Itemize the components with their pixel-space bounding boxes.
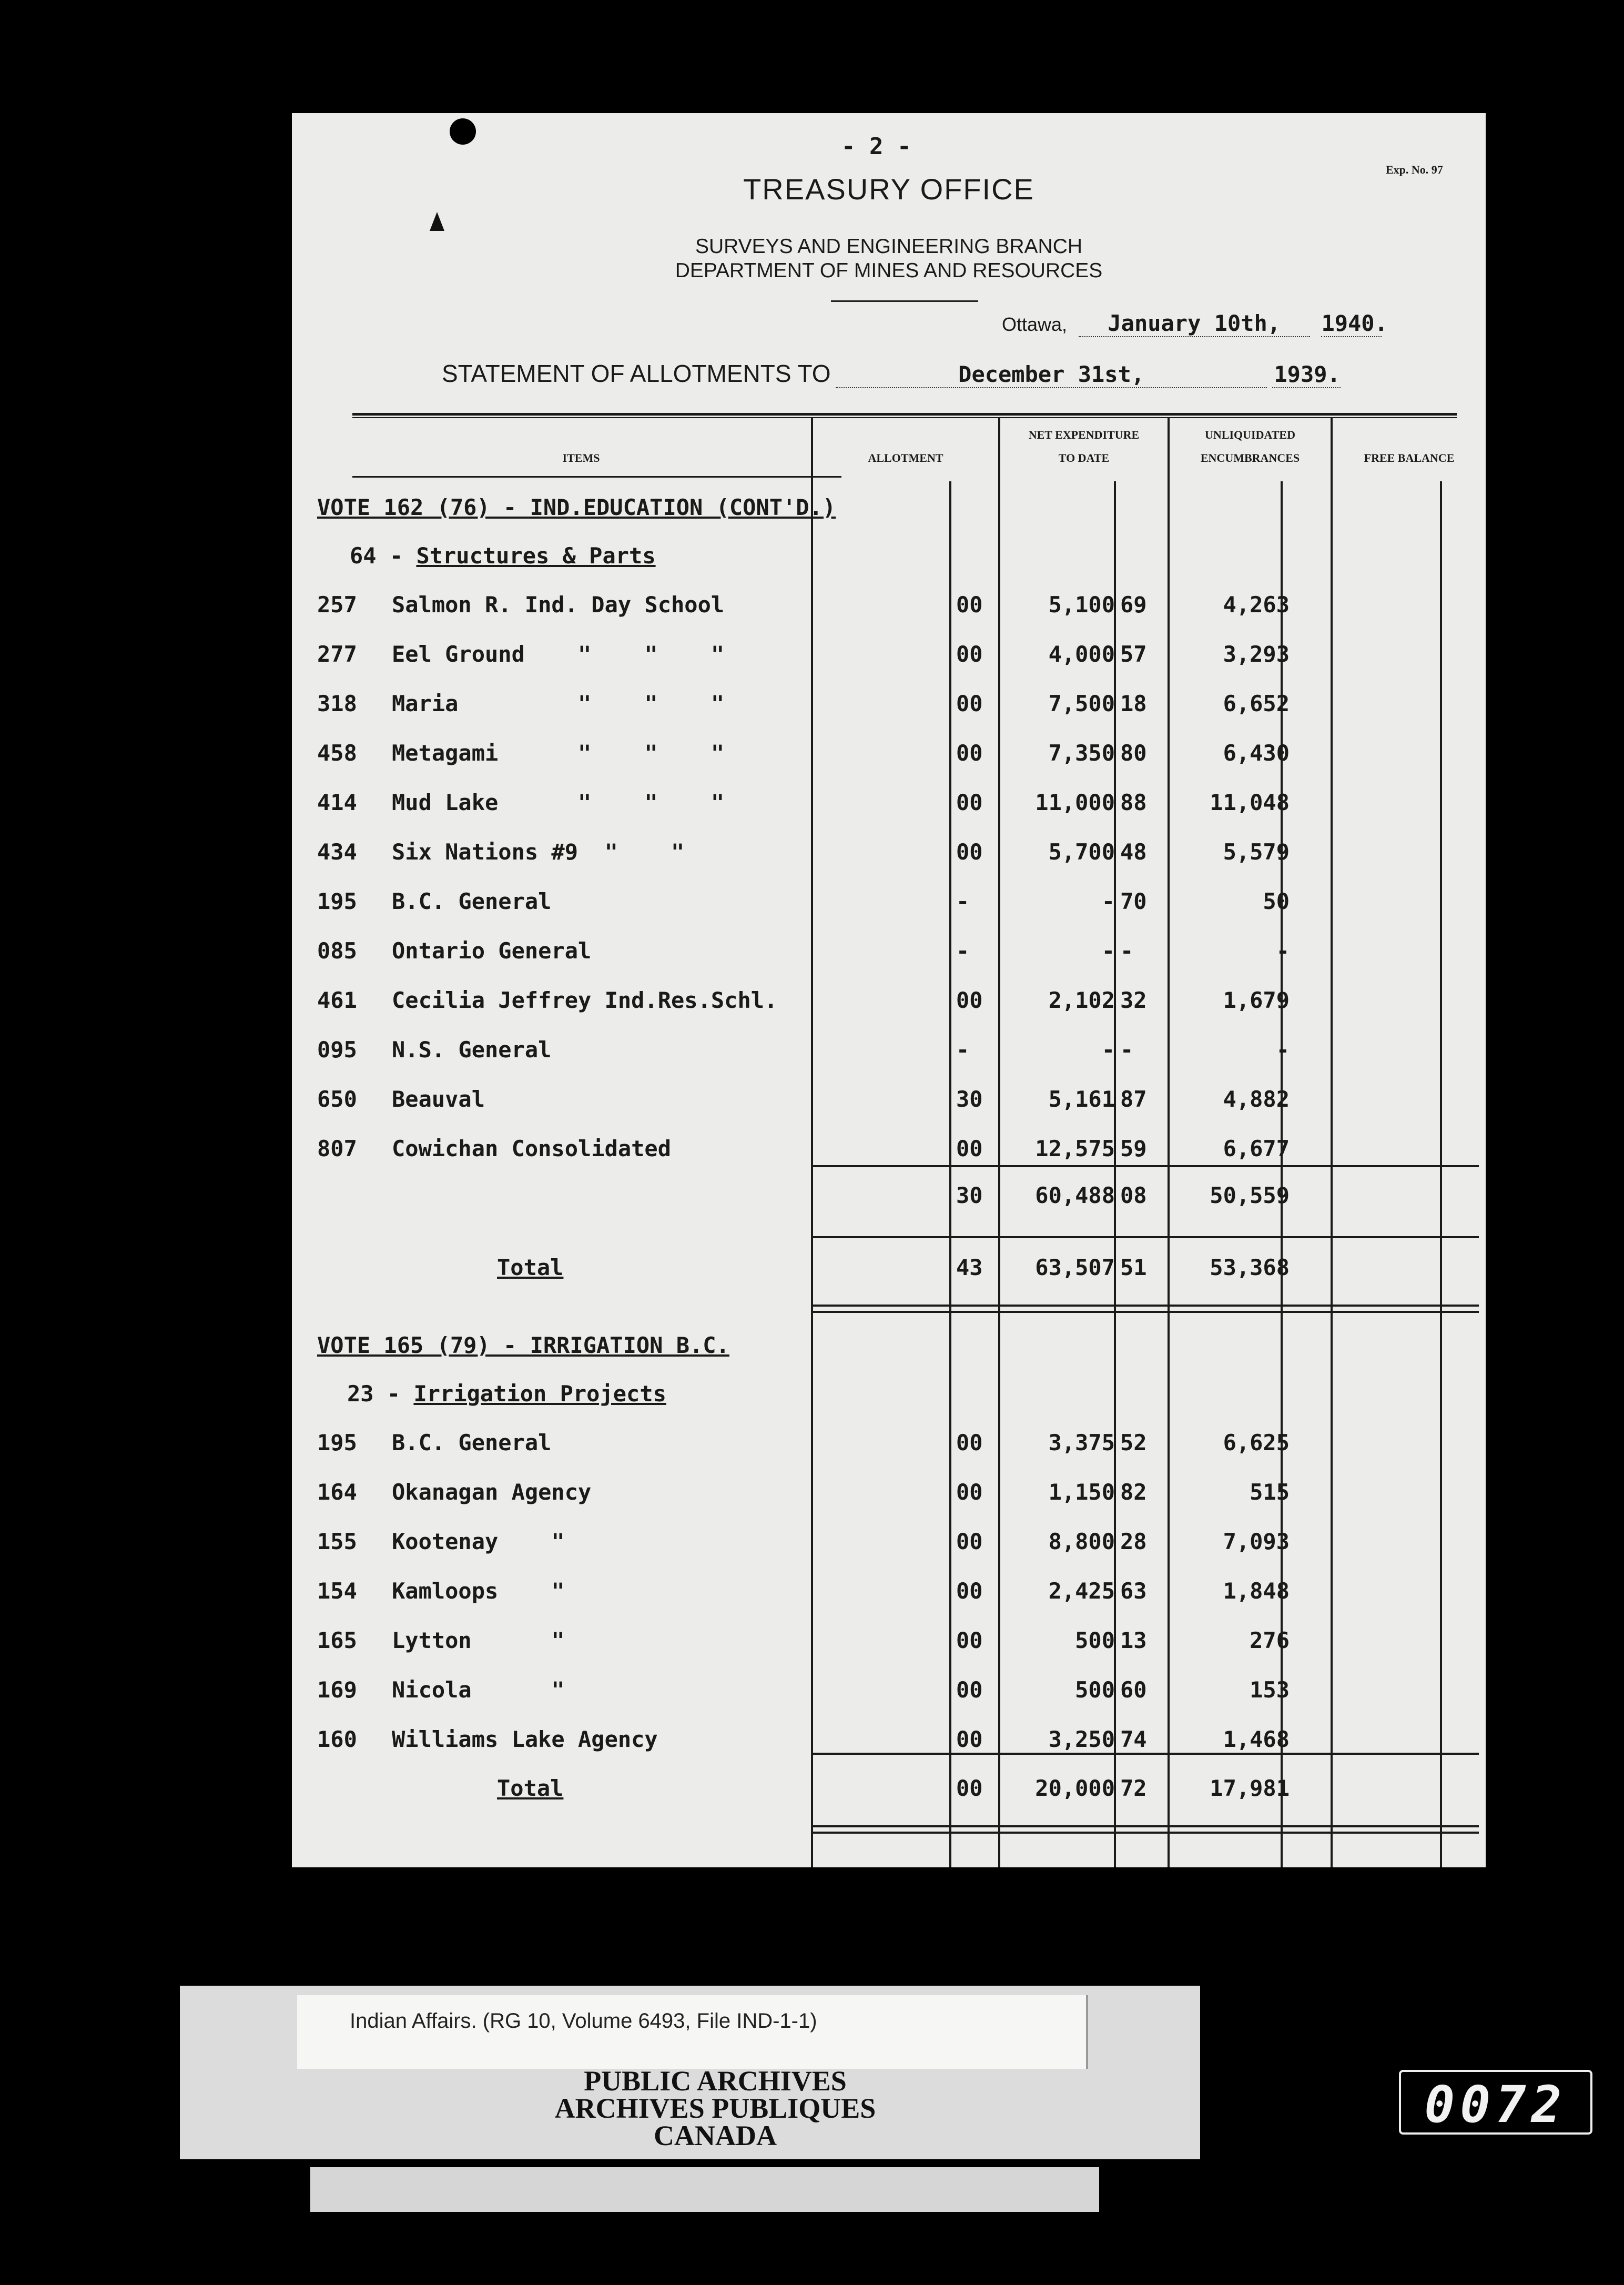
item-name: Okanagan Agency [392,1479,592,1505]
expenditure-dollars: 515 [1250,1479,1290,1505]
expenditure-dollars: - [1276,938,1290,964]
subsection-title: Structures & Parts [416,543,656,569]
total-row [292,1255,1486,1286]
col-header-expenditure-2: TO DATE [1058,451,1110,464]
item-name: Mud Lake " " " [392,790,725,815]
expenditure-dollars: 1,679 [1223,987,1290,1013]
allotment-cents: 00 [956,691,983,716]
table-row [292,641,1486,673]
item-name: Eel Ground " " " [392,641,725,667]
allotment-cents: 00 [956,839,983,865]
expenditure-dollars: - [1276,1037,1290,1063]
item-name: Kamloops " [392,1578,565,1604]
allotment-cents: 00 [956,1726,983,1752]
allotment-dollars: 500 [1075,1677,1115,1703]
label-strip [310,2167,1099,2212]
statement-year [1272,361,1341,388]
item-name: Maria " " " [392,691,725,716]
expenditure-dollars: 153 [1250,1677,1290,1703]
branch-name: SURVEYS AND ENGINEERING BRANCH [695,235,1083,258]
item-name: Cecilia Jeffrey Ind.Res.Schl. [392,987,778,1013]
expenditure-cents: 32 [1120,987,1147,1013]
allotment-dollars: - [1101,1037,1115,1063]
subsection-code: 64 - [350,543,403,569]
archive-reference: Indian Affairs. (RG 10, Volume 6493, File IND-1-1) [350,2009,817,2033]
table-row [292,691,1486,722]
expenditure-dollars: 17,981 [1210,1775,1290,1801]
expenditure-dollars: 1,848 [1223,1578,1290,1604]
item-name: Kootenay " [392,1529,565,1554]
table-row [292,1529,1486,1560]
item-code: 164 [317,1479,357,1505]
expenditure-cents: 51 [1120,1255,1147,1280]
document-page [292,113,1486,1867]
expenditure-cents: 60 [1120,1677,1147,1703]
total-label: Total [497,1775,564,1801]
table-row [292,1136,1486,1167]
col-divider-free-cents [1440,481,1442,1867]
expenditure-cents: 87 [1120,1086,1147,1112]
table-row [292,1677,1486,1708]
table-row [292,1578,1486,1610]
allotment-dollars: 1,150 [1048,1479,1115,1505]
expenditure-dollars: 1,468 [1223,1726,1290,1752]
expenditure-cents: 70 [1120,888,1147,914]
table-row [292,740,1486,772]
table-row [292,839,1486,871]
allotment-cents: 00 [956,1775,983,1801]
allotment-dollars: 20,000 [1035,1775,1115,1801]
page-title: TREASURY OFFICE [743,173,1034,206]
expenditure-dollars: 53,368 [1210,1255,1290,1280]
table-row [292,1627,1486,1659]
total-top-rule [811,1236,1479,1238]
expenditure-dollars: 50 [1263,888,1290,914]
col-header-allotment: ALLOTMENT [868,451,943,464]
expenditure-dollars: 3,293 [1223,641,1290,667]
allotment-cents: 00 [956,641,983,667]
item-name: Beauval [392,1086,485,1112]
vote-162-subsection [350,543,656,569]
archive-name-line-3: CANADA [654,2120,777,2151]
expenditure-cents: - [1120,938,1134,964]
allotment-dollars: 5,100 [1048,592,1115,618]
allotment-cents: 00 [956,790,983,815]
item-name: Nicola " [392,1677,565,1703]
item-code: 195 [317,1430,357,1455]
allotment-dollars: - [1101,938,1115,964]
allotment-cents: 30 [956,1086,983,1112]
title-rule [831,300,978,302]
item-code: 257 [317,592,357,618]
expenditure-dollars: 4,882 [1223,1086,1290,1112]
expenditure-dollars: 6,652 [1223,691,1290,716]
allotment-dollars: 3,375 [1048,1430,1115,1455]
allotment-cents: - [956,1037,970,1063]
allotment-dollars: 3,250 [1048,1726,1115,1752]
allotment-cents: 00 [956,1627,983,1653]
vote-165-subsection [347,1381,666,1407]
expenditure-dollars: 6,625 [1223,1430,1290,1455]
item-name: Cowichan Consolidated [392,1136,672,1161]
total-double-rule-1 [811,1825,1479,1827]
year-field [1321,310,1388,337]
table-row [292,888,1486,920]
item-name: B.C. General [392,888,552,914]
total-top-rule [811,1753,1479,1755]
table-top-rule [352,413,1457,416]
total-double-rule-2 [811,1832,1479,1834]
item-name: Salmon R. Ind. Day School [392,592,725,618]
expenditure-dollars: 11,048 [1210,790,1290,815]
table-row [292,1037,1486,1068]
expenditure-dollars: 4,263 [1223,592,1290,618]
punch-hole [450,118,476,145]
allotment-dollars: - [1101,888,1115,914]
allotment-dollars: 60,488 [1035,1182,1115,1208]
department-name: DEPARTMENT OF MINES AND RESOURCES [675,259,1103,282]
item-code: 169 [317,1677,357,1703]
item-code: 277 [317,641,357,667]
col-divider-allot-cents [949,481,951,1867]
expenditure-cents: 82 [1120,1479,1147,1505]
statement-year-suffix: 39. [1300,361,1341,387]
subsection-code: 23 - [347,1381,401,1407]
statement-line [442,359,1341,388]
table-row [292,790,1486,821]
expenditure-cents: 57 [1120,641,1147,667]
expenditure-dollars: 7,093 [1223,1529,1290,1554]
item-code: 195 [317,888,357,914]
item-code: 155 [317,1529,357,1554]
allotment-dollars: 63,507 [1035,1255,1115,1280]
table-row [292,987,1486,1019]
expenditure-cents: 18 [1120,691,1147,716]
letter-date: January 10th, [1079,310,1310,337]
item-code: 318 [317,691,357,716]
total-label: Total [497,1255,564,1280]
allotment-cents: 00 [956,1677,983,1703]
expenditure-dollars: 5,579 [1223,839,1290,865]
allotment-dollars: 500 [1075,1627,1115,1653]
allotment-cents: 00 [956,1479,983,1505]
allotment-cents: 00 [956,987,983,1013]
expenditure-cents: 13 [1120,1627,1147,1653]
expenditure-cents: 69 [1120,592,1147,618]
item-code: 458 [317,740,357,766]
table-row [292,1479,1486,1511]
expenditure-cents: - [1120,1037,1134,1063]
table-row [292,592,1486,623]
expenditure-dollars: 6,677 [1223,1136,1290,1161]
expenditure-cents: 80 [1120,740,1147,766]
item-code: 154 [317,1578,357,1604]
archive-name [505,2067,926,2149]
place-date-line [1002,310,1388,337]
year-suffix: 40. [1348,310,1388,336]
allotment-cents: 30 [956,1182,983,1208]
statement-date: December 31st, [836,361,1267,388]
ottawa-label: Ottawa, [1002,314,1068,335]
frame-counter-value: 0072 [1424,2075,1567,2134]
statement-year-prefix: 19 [1274,361,1301,387]
total-double-rule-2 [811,1311,1479,1313]
expenditure-cents: 28 [1120,1529,1147,1554]
col-divider-enc-cents [1281,481,1283,1867]
col-header-unliquidated-1: UNLIQUIDATED [1205,428,1295,441]
item-name: N.S. General [392,1037,552,1063]
allotment-dollars: 11,000 [1035,790,1115,815]
col-header-items: ITEMS [562,451,600,464]
item-code: 461 [317,987,357,1013]
allotment-dollars: 4,000 [1048,641,1115,667]
total-double-rule-1 [811,1305,1479,1307]
total-row [292,1775,1486,1807]
item-name: Metagami " " " [392,740,725,766]
expenditure-dollars: 276 [1250,1627,1290,1653]
allotment-cents: 00 [956,1430,983,1455]
allotment-dollars: 5,700 [1048,839,1115,865]
item-code: 807 [317,1136,357,1161]
page-number: - 2 - [841,133,911,160]
item-code: 160 [317,1726,357,1752]
allotment-cents: - [956,888,970,914]
allotment-cents: 00 [956,592,983,618]
arrow-mark-icon [430,212,444,231]
allotment-dollars: 2,425 [1048,1578,1115,1604]
expenditure-cents: 88 [1120,790,1147,815]
allotment-dollars: 7,500 [1048,691,1115,716]
item-name: Six Nations #9 " " [392,839,685,865]
col-header-unliquidated-2: ENCUMBRANCES [1200,451,1300,464]
allotment-dollars: 5,161 [1048,1086,1115,1112]
allotment-cents: 00 [956,1529,983,1554]
allotment-dollars: 12,575 [1035,1136,1115,1161]
subtotal-rule [811,1165,1479,1167]
year-prefix: 19 [1321,310,1348,336]
allotment-cents: 00 [956,1578,983,1604]
table-top-rule-thin [352,417,1457,418]
expenditure-cents: 72 [1120,1775,1147,1801]
expenditure-cents: 63 [1120,1578,1147,1604]
archive-name-line-1: PUBLIC ARCHIVES [584,2065,847,2097]
expenditure-cents: 48 [1120,839,1147,865]
subsection-title: Irrigation Projects [413,1381,666,1407]
item-name: B.C. General [392,1430,552,1455]
statement-label: STATEMENT OF ALLOTMENTS TO [442,360,831,387]
expenditure-cents: 08 [1120,1182,1147,1208]
frame-counter [1399,2070,1592,2135]
archive-name-line-2: ARCHIVES PUBLIQUES [554,2092,876,2124]
item-code: 165 [317,1627,357,1653]
items-header-rule [352,476,841,478]
item-name: Lytton " [392,1627,565,1653]
item-code: 085 [317,938,357,964]
col-header-expenditure-1: NET EXPENDITURE [1028,428,1140,441]
item-code: 414 [317,790,357,815]
subtotal-row [292,1182,1486,1214]
allotment-cents: 00 [956,1136,983,1161]
item-code: 095 [317,1037,357,1063]
item-code: 650 [317,1086,357,1112]
allotment-cents: 43 [956,1255,983,1280]
vote-162-heading: VOTE 162 (76) - IND.EDUCATION (CONT'D.) [317,494,836,520]
table-row [292,1430,1486,1461]
allotment-dollars: 7,350 [1048,740,1115,766]
item-code: 434 [317,839,357,865]
allotment-dollars: 8,800 [1048,1529,1115,1554]
col-divider-exp-cents [1114,481,1116,1867]
allotment-cents: 00 [956,740,983,766]
vote-165-heading: VOTE 165 (79) - IRRIGATION B.C. [317,1332,729,1358]
item-name: Ontario General [392,938,592,964]
table-row [292,938,1486,969]
expenditure-dollars: 50,559 [1210,1182,1290,1208]
allotment-dollars: 2,102 [1048,987,1115,1013]
expenditure-cents: 74 [1120,1726,1147,1752]
expenditure-cents: 59 [1120,1136,1147,1161]
allotment-cents: - [956,938,970,964]
table-row [292,1086,1486,1118]
expenditure-cents: 52 [1120,1430,1147,1455]
exp-number: Exp. No. 97 [1386,163,1443,176]
col-header-free-balance: FREE BALANCE [1364,451,1455,464]
expenditure-dollars: 6,430 [1223,740,1290,766]
item-name: Williams Lake Agency [392,1726,658,1752]
